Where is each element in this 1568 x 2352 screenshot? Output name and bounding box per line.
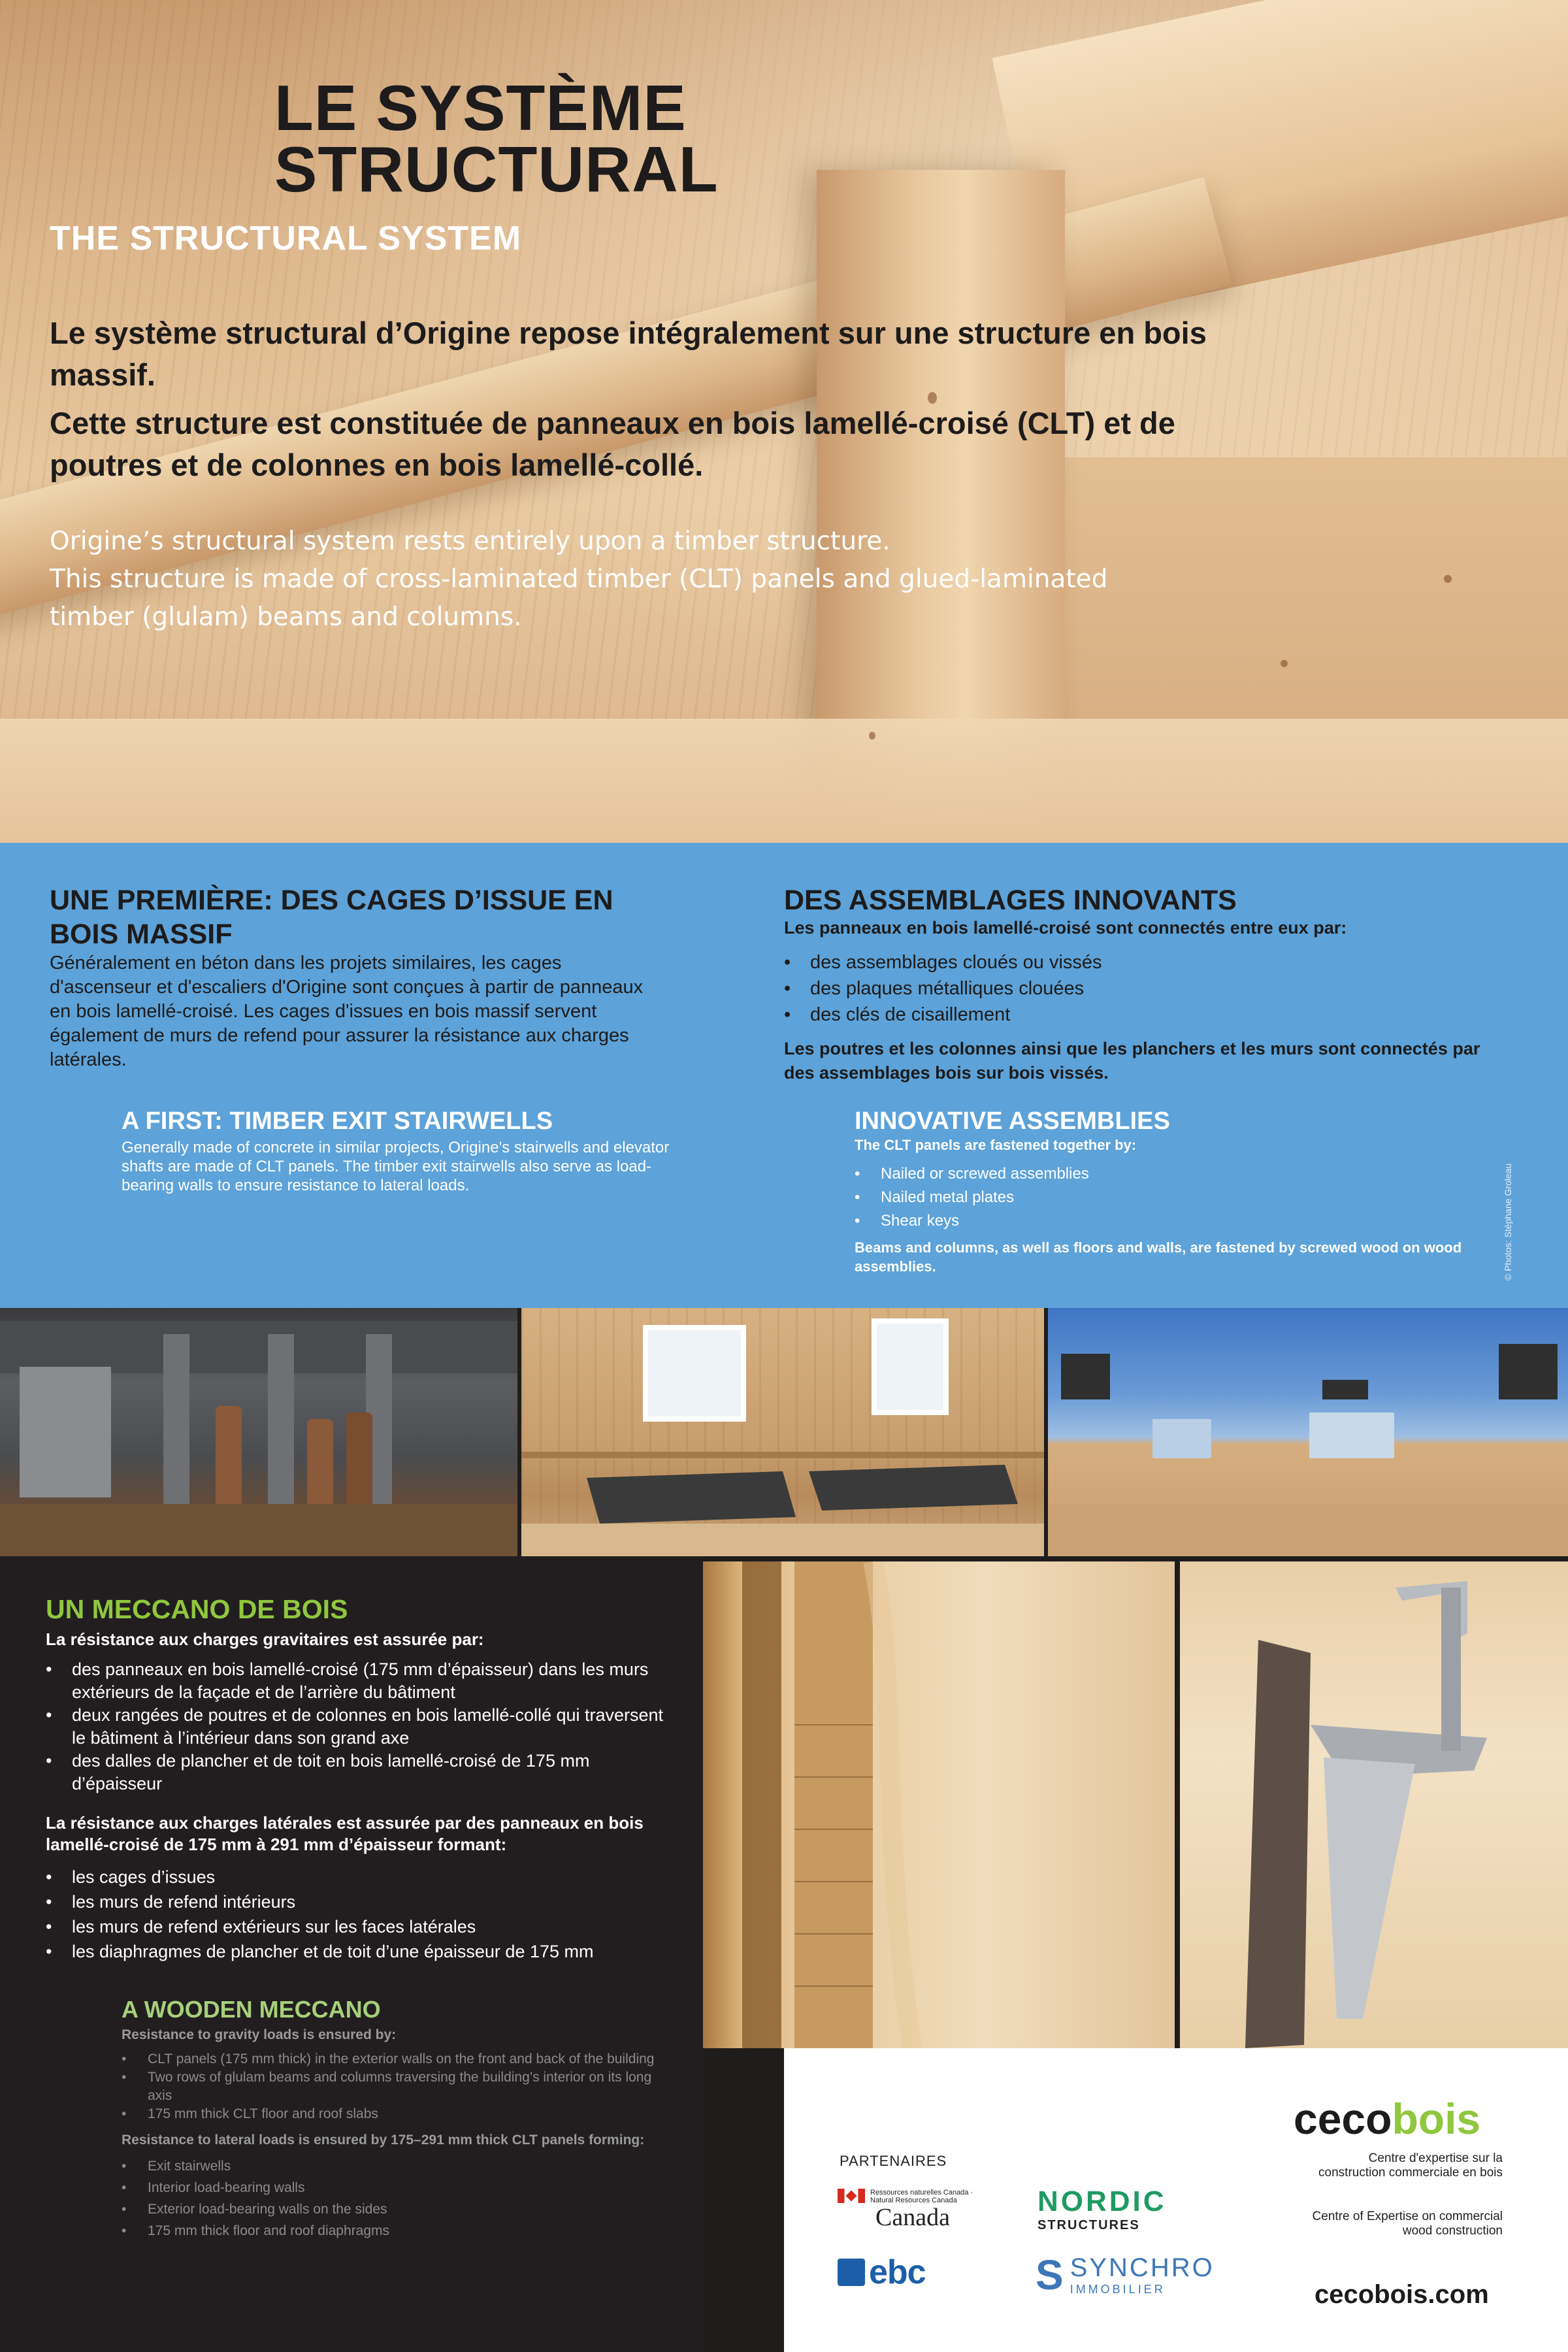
list-item: • Shear keys bbox=[855, 1209, 1482, 1233]
photo-steel-connection bbox=[0, 1308, 517, 1556]
synchro-wordmark: SYNCHRO bbox=[1070, 2253, 1215, 2282]
wood-knot bbox=[869, 732, 875, 740]
list-item: • des panneaux en bois lamellé-croisé (175 mm d’épaisseur) dans les murs extérieurs de la façade et de l’arrière du bâtiment bbox=[46, 1658, 673, 1704]
title-line-1: LE SYSTÈME bbox=[274, 72, 687, 144]
list-item: • des assemblages cloués ou vissés bbox=[784, 949, 1503, 975]
assemblies-list-fr bbox=[784, 949, 1503, 1028]
section-lead: Les panneaux en bois lamellé-croisé sont connectés entre eux par: bbox=[784, 918, 1347, 938]
list-item: • Nailed metal plates bbox=[855, 1186, 1482, 1209]
cecobois-description-fr: Centre d'expertise sur la construction commerciale en bois bbox=[1318, 2151, 1503, 2180]
canada-flag-icon bbox=[838, 2189, 865, 2203]
list-item: • les murs de refend intérieurs bbox=[46, 1889, 673, 1914]
ebc-wordmark: ebc bbox=[869, 2253, 926, 2291]
lateral-list-fr bbox=[46, 1865, 673, 1964]
steel-connection-illustration bbox=[0, 1308, 517, 1556]
canada-wordmark: Canada bbox=[875, 2204, 950, 2231]
list-item: • 175 mm thick floor and roof diaphragms bbox=[122, 2220, 670, 2242]
list-item: • des clés de cisaillement bbox=[784, 1002, 1503, 1028]
synchro-s-icon: S bbox=[1036, 2251, 1064, 2298]
title-line-2: STRUCTURAL bbox=[274, 133, 719, 205]
lateral-list-en bbox=[122, 2155, 670, 2242]
clt-exterior-illustration bbox=[1048, 1308, 1568, 1556]
floor-slab bbox=[0, 719, 1568, 843]
hero-photo bbox=[0, 0, 1568, 843]
cecobois-logo bbox=[1294, 2094, 1480, 2144]
section-lead: La résistance aux charges gravitaires est assurée par: bbox=[46, 1629, 484, 1649]
section-lead: Resistance to gravity loads is ensured by: bbox=[122, 2027, 397, 2042]
section-lead: Resistance to lateral loads is ensured by 175–291 mm thick CLT panels forming: bbox=[122, 2132, 645, 2148]
canada-logo-text: Ressources naturelles Canada · Natural Resources Canada bbox=[870, 2189, 973, 2204]
page-subtitle: THE STRUCTURAL SYSTEM bbox=[50, 220, 522, 257]
clt-wall-illustration bbox=[521, 1308, 1044, 1556]
wood-knot bbox=[1444, 575, 1452, 583]
intro-en-paragraph: This structure is made of cross-laminated timber (CLT) panels and glued-laminated timber (glulam) beams and columns. bbox=[50, 564, 1108, 632]
section-heading: DES ASSEMBLAGES INNOVANTS bbox=[784, 885, 1237, 916]
steel-bracket-illustration bbox=[1180, 1561, 1568, 2048]
wood-knot bbox=[1281, 660, 1288, 667]
assemblies-section-en bbox=[855, 1107, 1482, 1276]
cecobois-logo-ceco: ceco bbox=[1294, 2095, 1392, 2143]
list-item: • deux rangées de poutres et de colonnes en bois lamellé-collé qui traversent le bâtiment à l’intérieur dans son grand axe bbox=[46, 1704, 673, 1750]
synchro-subtitle: IMMOBILIER bbox=[1070, 2283, 1166, 2296]
section-closing: Beams and columns, as well as floors and walls, are fastened by screwed wood on wood assemblies. bbox=[855, 1239, 1462, 1275]
section-heading: UN MECCANO DE BOIS bbox=[46, 1594, 348, 1624]
intro-fr-paragraph: Cette structure est constituée de panneaux en bois lamellé-croisé (CLT) et de poutres et de colonnes en bois lamellé-collé. bbox=[50, 406, 1175, 482]
gravity-list-fr bbox=[46, 1658, 673, 1795]
list-item: • les murs de refend extérieurs sur les faces latérales bbox=[46, 1914, 673, 1939]
section-lead: The CLT panels are fastened together by: bbox=[855, 1137, 1137, 1153]
section-body: Généralement en béton dans les projets similaires, les cages d'ascenseur et d'escaliers d'Origine sont conçues à partir de panneaux en bois lamellé-croisé. Les cages d'issues en bois massif servent également de murs de refend pour assurer la résistance aux charges latérales. bbox=[50, 953, 644, 1070]
nordic-wordmark: NORDIC bbox=[1037, 2185, 1167, 2217]
stairwells-section-fr bbox=[50, 883, 651, 1072]
gravity-list-en bbox=[122, 2050, 670, 2123]
section-body: Generally made of concrete in similar projects, Origine's stairwells and elevator shafts are made of CLT panels. The timber exit stairwells also serve as load-bearing walls to ensure resistance to lateral loads. bbox=[122, 1139, 670, 1194]
list-item: • des dalles de plancher et de toit en bois lamellé-croisé de 175 mm d’épaisseur bbox=[46, 1750, 673, 1795]
list-item: • 175 mm thick CLT floor and roof slabs bbox=[122, 2105, 670, 2123]
list-item: • Nailed or screwed assemblies bbox=[855, 1162, 1482, 1186]
list-item: • CLT panels (175 mm thick) in the exterior walls on the front and back of the building bbox=[122, 2050, 670, 2068]
intro-en-paragraph: Origine’s structural system rests entirely upon a timber structure. bbox=[50, 527, 890, 556]
intro-fr-paragraph: Le système structural d’Origine repose intégralement sur une structure en bois massif. bbox=[50, 316, 1207, 392]
photo-credit: © Photos: Stéphane Groleau bbox=[1503, 1163, 1513, 1281]
partners-label: PARTENAIRES bbox=[840, 2153, 947, 2169]
photo-clt-wall-interior bbox=[521, 1308, 1044, 1556]
section-heading: UNE PREMIÈRE: DES CAGES D’ISSUE EN BOIS MASSIF bbox=[50, 885, 613, 950]
canada-logo bbox=[838, 2189, 1007, 2232]
section-heading: INNOVATIVE ASSEMBLIES bbox=[855, 1107, 1170, 1135]
photo-steel-bracket bbox=[1180, 1561, 1568, 2048]
section-heading: A WOODEN MECCANO bbox=[122, 1996, 381, 2023]
section-lead: La résistance aux charges latérales est assurée par des panneaux en bois lamellé-croisé de 175 mm à 291 mm d’épaisseur formant: bbox=[46, 1813, 644, 1854]
synchro-logo bbox=[1036, 2251, 1215, 2299]
page-title bbox=[274, 72, 719, 205]
meccano-section-en bbox=[122, 1996, 670, 2242]
list-item: • des plaques métalliques clouées bbox=[784, 975, 1503, 1002]
section-closing: Les poutres et les colonnes ainsi que les planchers et les murs sont connectés par des assemblages bois sur bois vissés. bbox=[784, 1039, 1480, 1083]
assemblies-list-en bbox=[855, 1162, 1482, 1233]
list-item: • Interior load-bearing walls bbox=[122, 2177, 670, 2198]
cecobois-description-en: Centre of Expertise on commercial wood construction bbox=[1312, 2210, 1503, 2238]
meccano-section-fr bbox=[46, 1594, 673, 1964]
list-item: • Exterior load-bearing walls on the sides bbox=[122, 2198, 670, 2220]
photo-clt-layers bbox=[703, 1561, 1175, 2048]
ebc-mark-icon bbox=[838, 2259, 865, 2286]
list-item: • les diaphragmes de plancher et de toit d’une épaisseur de 175 mm bbox=[46, 1939, 673, 1964]
nordic-subtitle: STRUCTURES bbox=[1037, 2218, 1140, 2232]
intro-french bbox=[50, 312, 1291, 486]
intro-english bbox=[50, 523, 1160, 636]
stairwells-section-en bbox=[122, 1107, 683, 1195]
list-item: • les cages d’issues bbox=[46, 1865, 673, 1889]
assemblies-section-fr bbox=[784, 883, 1503, 1085]
clt-layers-illustration bbox=[703, 1561, 1175, 2048]
cecobois-logo-bois: bois bbox=[1392, 2095, 1481, 2143]
nordic-logo bbox=[1037, 2185, 1167, 2233]
photo-clt-wall-exterior bbox=[1048, 1308, 1568, 1556]
cecobois-url[interactable]: cecobois.com bbox=[1315, 2280, 1489, 2309]
list-item: • Exit stairwells bbox=[122, 2155, 670, 2177]
section-heading: A FIRST: TIMBER EXIT STAIRWELLS bbox=[122, 1107, 553, 1135]
list-item: • Two rows of glulam beams and columns traversing the building’s interior on its long axis bbox=[122, 2068, 670, 2105]
ebc-logo bbox=[838, 2253, 926, 2292]
